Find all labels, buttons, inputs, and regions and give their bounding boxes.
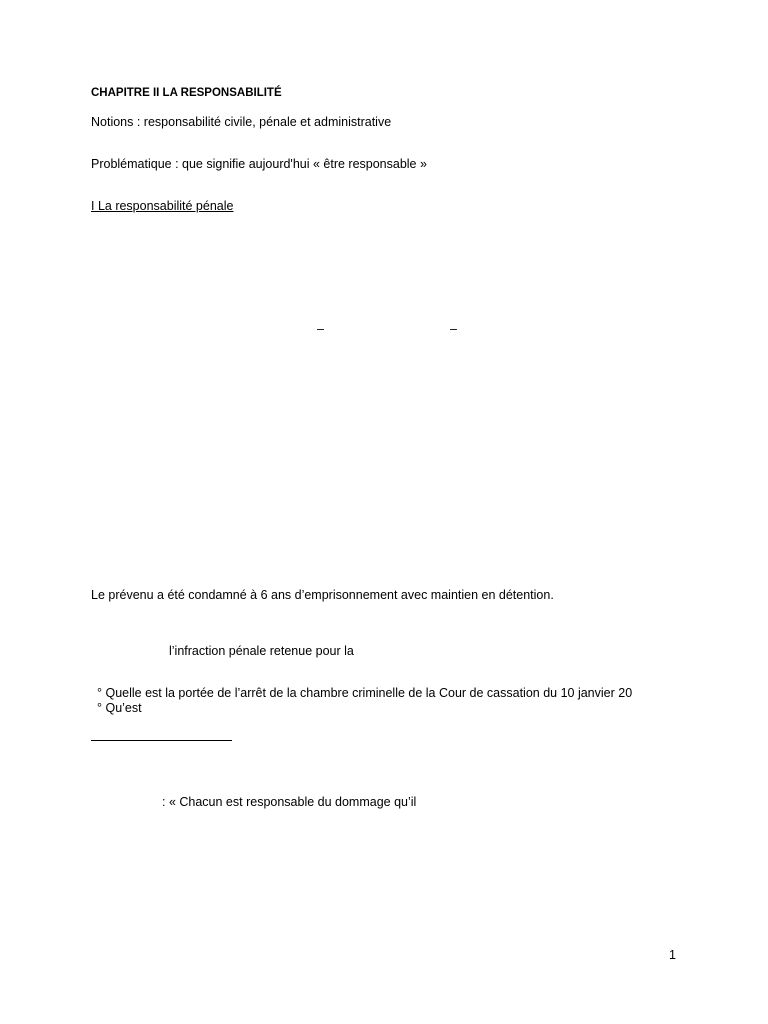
dash-left: –: [317, 322, 324, 336]
prevenu-sentence: Le prévenu a été condamné à 6 ans d’emprisonnement avec maintien en détention.: [91, 588, 554, 602]
notions-line: Notions : responsabilité civile, pénale et administrative: [91, 115, 392, 129]
chapter-heading: CHAPITRE II LA RESPONSABILITÉ: [91, 87, 282, 99]
question-portee: ° Quelle est la portée de l’arrêt de la chambre criminelle de la Cour de cassation du 10 janvier 20: [97, 686, 633, 700]
page-number: 1: [669, 948, 676, 962]
problematique-line: Problématique : que signifie aujourd'hui « être responsable »: [91, 157, 427, 171]
section-title: I La responsabilité pénale: [91, 199, 234, 213]
dash-right: –: [450, 322, 457, 336]
footnote-separator: [91, 740, 232, 741]
quote-chacun: : « Chacun est responsable du dommage qu’il: [162, 795, 417, 809]
infraction-sentence: l’infraction pénale retenue pour la: [169, 644, 354, 658]
question-quest: ° Qu’est: [97, 701, 142, 715]
